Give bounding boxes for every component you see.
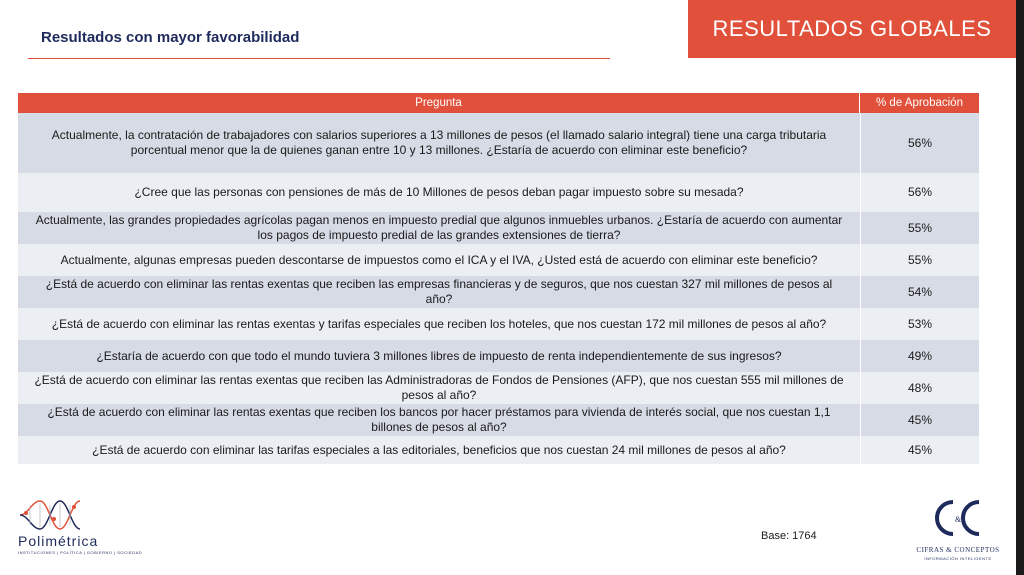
subtitle-underline	[28, 58, 610, 59]
table-row	[18, 404, 979, 436]
table-row	[18, 276, 979, 308]
sample-base-label: Base: 1764	[761, 530, 817, 542]
table-row	[18, 308, 979, 340]
approval-cell: 56%	[860, 113, 979, 173]
approval-cell: 54%	[860, 276, 979, 308]
approval-cell: 45%	[860, 436, 979, 464]
table-row	[18, 173, 979, 212]
approval-cell: 48%	[860, 372, 979, 404]
question-cell: ¿Está de acuerdo con eliminar las tarifas especiales a las editoriales, beneficios que nos cuestan 24 mil millones de pesos al año?	[18, 436, 860, 464]
question-cell: Actualmente, la contratación de trabajadores con salarios superiores a 13 millones de pesos (el llamado salario integral) tiene una carga tributaria porcentual menor que la de quienes ganan entre 10 y 13 millones. ¿Estaría de acuerdo con eliminar este beneficio?	[18, 113, 860, 173]
approval-cell: 55%	[860, 212, 979, 244]
question-cell: ¿Está de acuerdo con eliminar las rentas exentas que reciben las Administradoras de Fondos de Pensiones (AFP), que nos cuestan 555 mil millones de pesos al año?	[18, 372, 860, 404]
table-row	[18, 340, 979, 372]
question-cell: ¿Está de acuerdo con eliminar las rentas exentas que reciben los bancos por hacer préstamos para vivienda de interés social, que nos cuestan 1,1 billones de pesos al año?	[18, 404, 860, 436]
table-row	[18, 372, 979, 404]
approval-cell: 53%	[860, 308, 979, 340]
question-cell: ¿Está de acuerdo con eliminar las rentas exentas y tarifas especiales que reciben los hoteles, que nos cuestan 172 mil millones de pesos al año?	[18, 308, 860, 340]
cifras-conceptos-logo-icon	[927, 496, 987, 540]
question-cell: ¿Cree que las personas con pensiones de más de 10 Millones de pesos deban pagar impuesto sobre su mesada?	[18, 173, 860, 212]
table-row	[18, 212, 979, 244]
results-table	[18, 93, 979, 464]
table-header-row	[18, 93, 979, 113]
approval-cell: 49%	[860, 340, 979, 372]
column-header-approval: % de Aprobación	[860, 93, 979, 113]
page-title-banner: RESULTADOS GLOBALES	[688, 0, 1016, 58]
approval-cell: 56%	[860, 173, 979, 212]
polimetrica-logo-tagline: INSTITUCIONES | POLÍTICA | GOBIERNO | SOCIEDAD	[18, 550, 143, 555]
table-row	[18, 244, 979, 276]
question-cell: ¿Está de acuerdo con eliminar las rentas exentas que reciben las empresas financieras y de seguros, que nos cuestan 327 mil millones de pesos al año?	[18, 276, 860, 308]
table-row	[18, 436, 979, 464]
approval-cell: 55%	[860, 244, 979, 276]
question-cell: ¿Estaría de acuerdo con que todo el mundo tuviera 3 millones libres de impuesto de renta independientemente de sus ingresos?	[18, 340, 860, 372]
cifras-conceptos-logo-text: CIFRAS & CONCEPTOS	[916, 546, 1000, 554]
cifras-conceptos-tagline: INFORMACIÓN INTELIGENTE	[924, 556, 992, 561]
table-row	[18, 113, 979, 173]
polimetrica-logo-text: Polimétrica	[18, 533, 99, 549]
page-subtitle: Resultados con mayor favorabilidad	[41, 29, 300, 46]
question-cell: Actualmente, las grandes propiedades agrícolas pagan menos en impuesto predial que algunos inmuebles urbanos. ¿Estaría de acuerdo con aumentar los pagos de impuesto predial de las grandes extensiones de tierra?	[18, 212, 860, 244]
column-header-question: Pregunta	[18, 93, 860, 113]
approval-cell: 45%	[860, 404, 979, 436]
svg-text:&: &	[955, 515, 962, 524]
question-cell: Actualmente, algunas empresas pueden descontarse de impuestos como el ICA y el IVA, ¿Usted está de acuerdo con eliminar este beneficio?	[18, 244, 860, 276]
